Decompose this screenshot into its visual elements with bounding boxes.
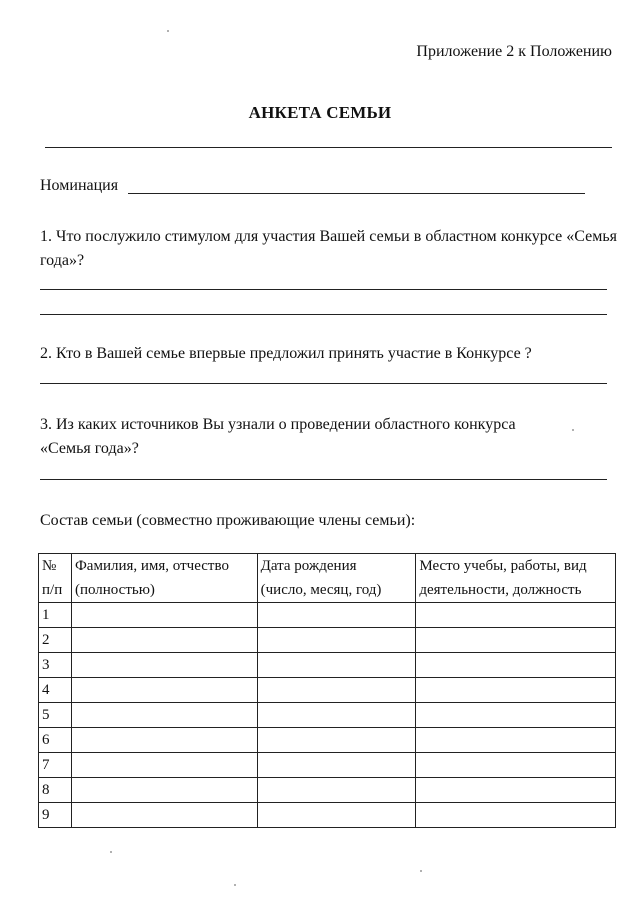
- row-number: 8: [39, 778, 72, 803]
- appendix-note: Приложение 2 к Положению: [416, 43, 612, 60]
- birthdate-cell[interactable]: [257, 753, 416, 778]
- name-cell[interactable]: [71, 778, 257, 803]
- col-occupation-header: [416, 554, 616, 603]
- birthdate-cell[interactable]: [257, 603, 416, 628]
- scan-speck: [110, 851, 112, 853]
- scan-speck: [572, 429, 574, 431]
- col-birthdate-header: [257, 554, 416, 603]
- col-occupation-line-2: деятельности, должность: [419, 582, 582, 598]
- table-row: [39, 803, 616, 828]
- row-number: 4: [39, 678, 72, 703]
- occupation-cell[interactable]: [416, 603, 616, 628]
- col-birthdate-line-2: (число, месяц, год): [260, 582, 382, 598]
- row-number: 9: [39, 803, 72, 828]
- table-row: [39, 728, 616, 753]
- col-name-header: [71, 554, 257, 603]
- birthdate-cell[interactable]: [257, 803, 416, 828]
- question-2-answer-line[interactable]: [40, 383, 607, 384]
- birthdate-cell[interactable]: [257, 678, 416, 703]
- name-cell[interactable]: [71, 628, 257, 653]
- question-3-answer-line[interactable]: [40, 479, 607, 480]
- table-row: [39, 703, 616, 728]
- table-row: [39, 678, 616, 703]
- name-cell[interactable]: [71, 678, 257, 703]
- occupation-cell[interactable]: [416, 778, 616, 803]
- table-row: [39, 603, 616, 628]
- birthdate-cell[interactable]: [257, 728, 416, 753]
- name-cell[interactable]: [71, 653, 257, 678]
- row-number: 2: [39, 628, 72, 653]
- nomination-field[interactable]: [128, 193, 585, 194]
- scan-speck: [234, 884, 236, 886]
- birthdate-cell[interactable]: [257, 778, 416, 803]
- col-number-line-1: №: [42, 558, 57, 574]
- name-cell[interactable]: [71, 803, 257, 828]
- col-number-line-2: п/п: [42, 582, 63, 598]
- occupation-cell[interactable]: [416, 628, 616, 653]
- row-number: 6: [39, 728, 72, 753]
- occupation-cell[interactable]: [416, 678, 616, 703]
- occupation-cell[interactable]: [416, 753, 616, 778]
- occupation-cell[interactable]: [416, 653, 616, 678]
- page-title: АНКЕТА СЕМЬИ: [248, 103, 392, 122]
- table-row: [39, 753, 616, 778]
- question-1-answer-line-2[interactable]: [40, 314, 607, 315]
- occupation-cell[interactable]: [416, 703, 616, 728]
- name-cell[interactable]: [71, 753, 257, 778]
- question-3-line-1: 3. Из каких источников Вы узнали о проведении областного конкурса: [40, 416, 516, 433]
- family-table: [38, 553, 616, 828]
- birthdate-cell[interactable]: [257, 703, 416, 728]
- col-birthdate-line-1: Дата рождения: [260, 558, 357, 574]
- occupation-cell[interactable]: [416, 803, 616, 828]
- question-1-answer-line-1[interactable]: [40, 289, 607, 290]
- birthdate-cell[interactable]: [257, 628, 416, 653]
- table-row: [39, 653, 616, 678]
- name-cell[interactable]: [71, 603, 257, 628]
- col-name-line-2: (полностью): [74, 582, 155, 598]
- family-table-header: [39, 554, 616, 603]
- row-number: 5: [39, 703, 72, 728]
- family-heading: Состав семьи (совместно проживающие члены семьи):: [40, 512, 416, 529]
- question-3-line-2: «Семья года»?: [40, 440, 139, 457]
- nomination-label: Номинация: [40, 177, 119, 194]
- question-1: 1. Что послужило стимулом для участия Вашей семьи в областном конкурсе «Семья года»?: [40, 228, 617, 269]
- col-number-header: [39, 554, 72, 603]
- name-cell[interactable]: [71, 703, 257, 728]
- row-number: 3: [39, 653, 72, 678]
- occupation-cell[interactable]: [416, 728, 616, 753]
- col-name-line-1: Фамилия, имя, отчество: [74, 558, 229, 574]
- title-underline: [45, 147, 612, 148]
- name-cell[interactable]: [71, 728, 257, 753]
- row-number: 1: [39, 603, 72, 628]
- table-row: [39, 778, 616, 803]
- row-number: 7: [39, 753, 72, 778]
- scan-speck: [167, 30, 169, 32]
- table-row: [39, 628, 616, 653]
- birthdate-cell[interactable]: [257, 653, 416, 678]
- scan-speck: [420, 870, 422, 872]
- col-occupation-line-1: Место учебы, работы, вид: [419, 558, 587, 574]
- question-2: 2. Кто в Вашей семье впервые предложил принять участие в Конкурсе ?: [40, 345, 532, 362]
